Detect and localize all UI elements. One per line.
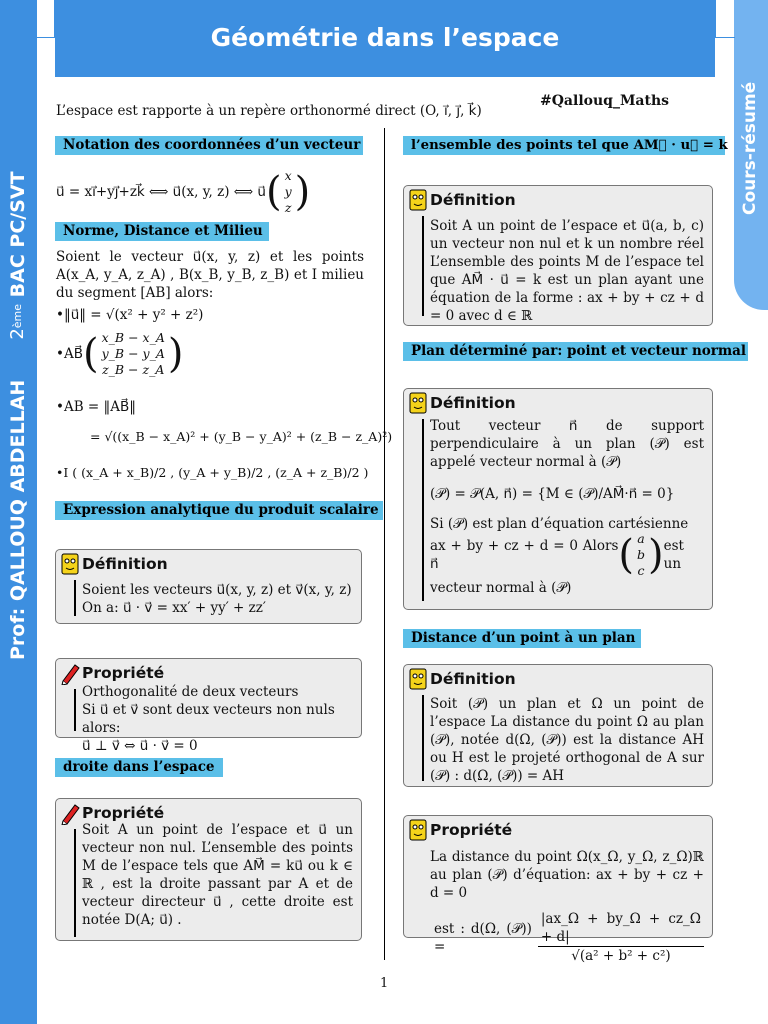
box-body: Soit A un point de l’espace et u⃗ un vecteur non nul. L’ensemble des points M de l’espace tels que AM⃗ = ku⃗ ou k ∈ ℝ , est la droite passant par A et de vecteur directeur u⃗ , cette droite est notée D(A; u⃗) . (82, 822, 353, 928)
box-line: On a: u⃗ · v⃗ = xx′ + yy′ + zz′ (82, 600, 266, 616)
matrix-cell: a (637, 531, 645, 546)
box-heading (408, 188, 516, 212)
box-bar (422, 695, 424, 781)
book-icon (408, 818, 428, 842)
distance-formula (430, 910, 704, 965)
section-header-distance: Distance d’un point à un plan (403, 629, 641, 648)
normal-vector-row (430, 531, 704, 579)
page-title: Géométrie dans l’espace (210, 23, 560, 53)
pencil-icon (60, 661, 80, 685)
formula-fraction (538, 910, 704, 965)
box-line: Soient les vecteurs u⃗(x, y, z) et v⃗(x, y, z) (82, 582, 352, 598)
box-title: Propriété (82, 803, 165, 822)
class-number: 2 (7, 328, 29, 340)
book-icon (408, 188, 428, 212)
box-body (82, 683, 353, 755)
right-tab-label: Cours-résumé (740, 81, 760, 215)
box-line: u⃗ ⊥ v⃗ ⇔ u⃗ · v⃗ = 0 (82, 738, 198, 754)
box-text: Tout vecteur n⃗ de support perpendiculaire à un plan (𝒫) est appelé vecteur normal à (𝒫) (430, 418, 704, 470)
box-body (82, 581, 353, 617)
distance-formula-1: •AB = ‖AB⃗‖ (56, 399, 137, 415)
box-title: Définition (430, 669, 516, 688)
page-number: 1 (380, 976, 389, 991)
property-box-orthogonality (55, 658, 362, 754)
class-suffix: ème (10, 303, 24, 329)
title-banner (55, 0, 715, 77)
matrix-cell: c (637, 563, 645, 578)
formula-left: est : d(Ω, (𝒫)) = (434, 920, 532, 955)
formula-numerator: |ax_Ω + by_Ω + cz_Ω + d| (538, 910, 704, 947)
ab-vector (56, 330, 183, 378)
box-text: Si (𝒫) est plan d’équation cartésienne (430, 516, 689, 532)
hashtag: #Qallouq_Maths (540, 93, 670, 109)
box-heading (60, 661, 164, 685)
definition-box-distance (403, 664, 713, 787)
box-title: Définition (430, 190, 516, 209)
class-label: BAC PC/SVT (6, 171, 29, 298)
property-box-line (55, 798, 362, 941)
box-text: La distance du point Ω(x_Ω, y_Ω, z_Ω)ℝ au plan (𝒫) d’équation: ax + by + cz + d = 0 (430, 849, 704, 901)
matrix-cell: y (284, 184, 292, 199)
coord-formula (56, 168, 310, 216)
definition-box-scalar (55, 549, 362, 624)
section-header-plane: Plan déterminé par: point et vecteur normal (403, 342, 748, 361)
normal-equation: (𝒫) = 𝒫(A, n⃗) = {M ∈ (𝒫)/AM⃗·n⃗ = 0} (430, 486, 675, 502)
box-title: Définition (430, 393, 516, 412)
norm-formula: •‖u⃗‖ = √(x² + y² + z²) (56, 307, 204, 323)
distance-formula-2: = √((x_B − x_A)² + (y_B − y_A)² + (z_B − z_A)²) (90, 429, 393, 444)
box-heading (408, 818, 512, 842)
box-bar (74, 829, 76, 937)
column-divider (384, 128, 385, 960)
intro-text: L’espace est rapporte à un repère orthonormé direct (O, i⃗, j⃗, k⃗) (56, 103, 482, 119)
matrix-cell: x_B − x_A (101, 330, 165, 345)
section-header-scalar: Expression analytique du produit scalaire (55, 501, 383, 520)
box-title: Définition (82, 554, 168, 573)
matrix-cell: x (284, 168, 292, 183)
matrix-cell: z_B − z_A (102, 362, 165, 377)
corner-mark-right (715, 0, 735, 38)
author-label: Prof: QALLOUQ ABDELLAH (6, 379, 29, 660)
matrix-cell: b (637, 547, 646, 562)
ab-matrix: ( x_B − x_A y_B − y_A z_B − z_A ) (82, 330, 184, 377)
box-bar (74, 689, 76, 731)
box-heading (408, 391, 516, 415)
ab-prefix: •AB⃗ (56, 346, 83, 362)
box-text: vecteur normal à (𝒫) (430, 580, 572, 596)
box-bar (74, 580, 76, 616)
box-title: Propriété (430, 820, 513, 839)
box-body: Soit A un point de l’espace et u⃗(a, b, c) un vecteur non nul et k un nombre réel L’ensemble des points M de l’espace tel que AM⃗ · u⃗ = k est un plan ayant une équation de la forme : ax + by + cz + d = 0 avec d ∈ ℝ (430, 218, 704, 324)
box-line: Orthogonalité de deux vecteurs (82, 684, 299, 700)
box-heading (60, 552, 168, 576)
coord-formula-text: u⃗ = xi⃗+yj⃗+zk⃗ ⟺ u⃗(x, y, z) ⟺ u⃗ (56, 184, 266, 200)
section-header-coordinates: Notation des coordonnées d’un vecteur (55, 136, 363, 155)
definition-box-set (403, 185, 713, 326)
book-icon (408, 391, 428, 415)
box-body (430, 417, 704, 597)
normal-equation-2: ax + by + cz + d = 0 Alors n⃗ (430, 538, 619, 572)
box-body (430, 848, 704, 965)
formula-denominator: √(a² + b² + c²) (571, 948, 671, 964)
matrix-cell: z (284, 200, 292, 215)
matrix-cell: y_B − y_A (101, 346, 165, 361)
sidebar-label (3, 0, 33, 660)
right-tab (734, 0, 768, 310)
box-body: Soit (𝒫) un plan et Ω un point de l’espace La distance du point Ω au plan (𝒫), notée d(Ω, (𝒫)) est la distance AH ou H est le projeté orthogonal de A sur (𝒫) : d(Ω, (𝒫)) = AH (430, 696, 704, 784)
corner-mark-left (37, 0, 55, 38)
box-title: Propriété (82, 663, 165, 682)
box-bar (422, 419, 424, 601)
box-heading (408, 667, 516, 691)
normal-matrix: ( a b c ) (618, 531, 664, 578)
section-header-set: l’ensemble des points tel que AM⃗ · u⃗ = k (403, 136, 725, 155)
section-header-norm: Norme, Distance et Milieu (55, 222, 269, 241)
property-box-distance (403, 815, 713, 964)
box-bar (422, 216, 424, 316)
book-icon (408, 667, 428, 691)
midpoint-formula: •I ( (x_A + x_B)/2 , (y_A + y_B)/2 , (z_A + z_B)/2 ) (56, 465, 369, 480)
left-sidebar (0, 0, 37, 1024)
box-line: Si u⃗ et v⃗ sont deux vecteurs non nuls alors: (82, 702, 335, 736)
pencil-icon (60, 801, 80, 825)
definition-box-normal (403, 388, 713, 610)
section-header-line: droite dans l’espace (55, 758, 223, 777)
box-text: est un (663, 538, 684, 572)
book-icon (60, 552, 80, 576)
norm-intro-text: Soient le vecteur u⃗(x, y, z) et les points A(x_A, y_A, z_A) , B(x_B, y_B, z_B) et I milieu du segment [AB] alors: (56, 249, 364, 301)
coord-matrix: ( x y z ) (266, 168, 311, 215)
